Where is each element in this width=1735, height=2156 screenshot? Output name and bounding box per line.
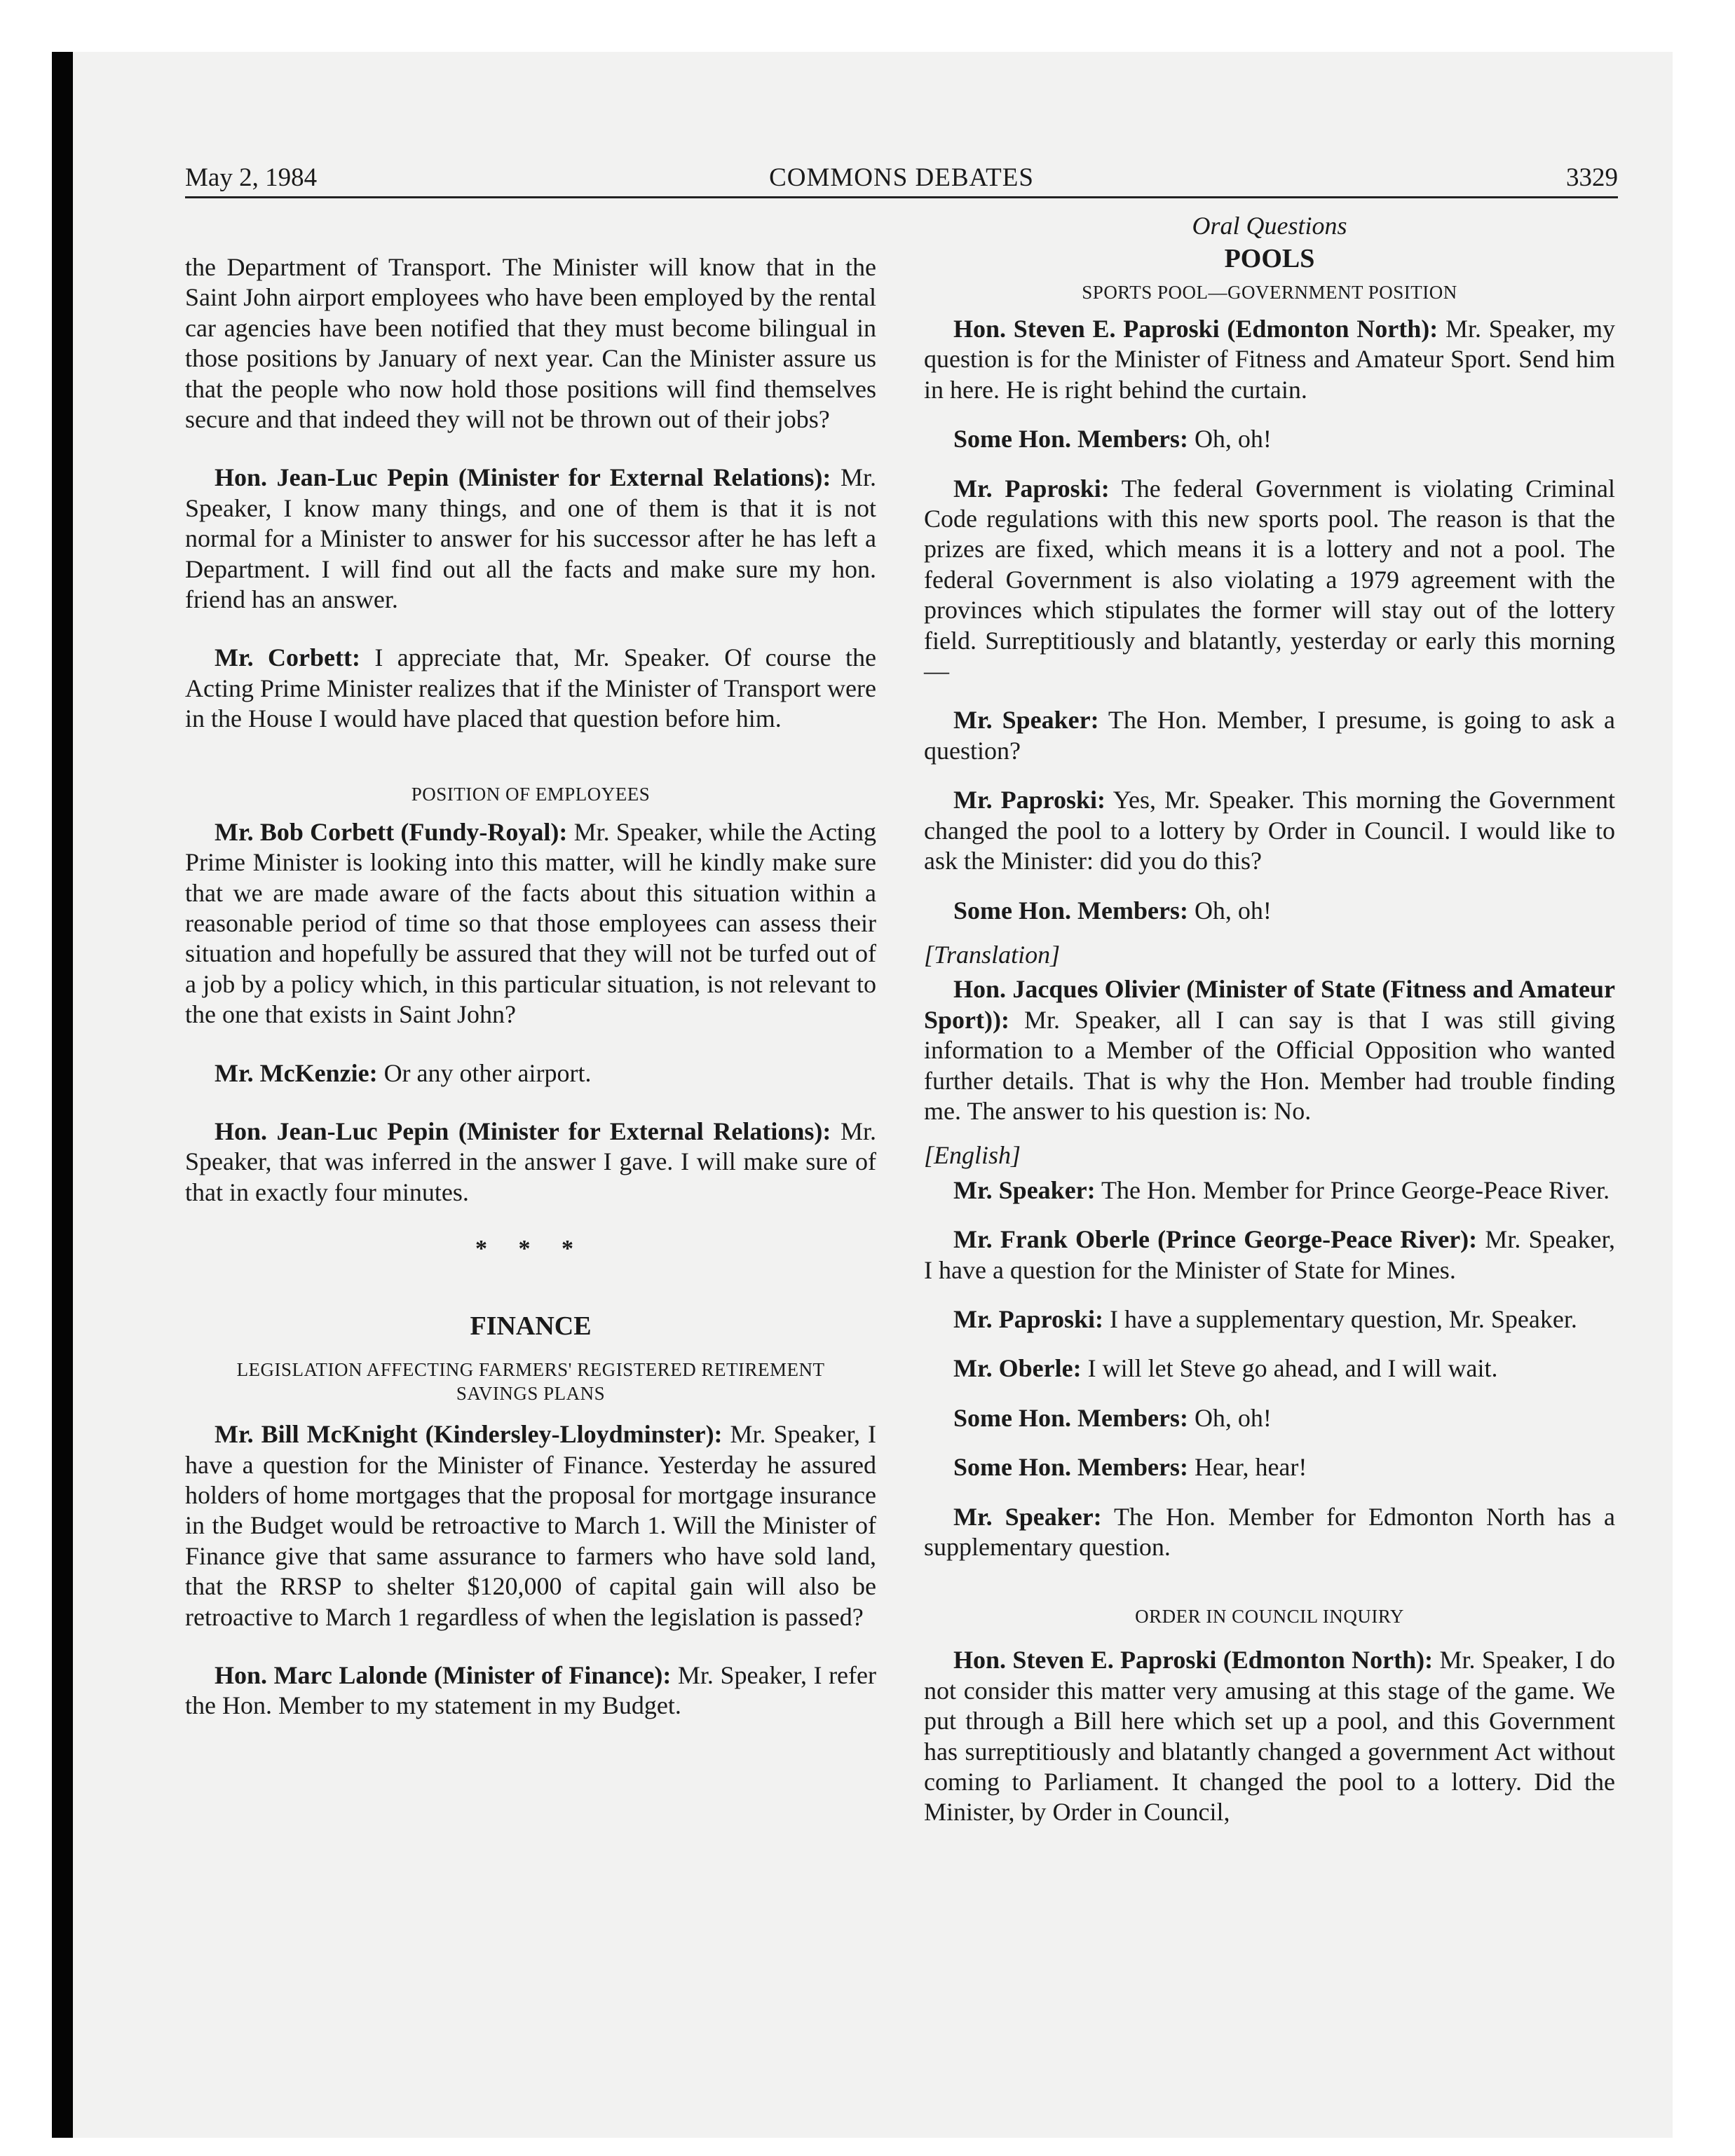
speech-text: I appreciate that, Mr. Speaker. Of course the Acting Prime Minister realizes that if the Minister of Transport were in the House I would have placed that question before him. xyxy=(185,643,876,733)
speaker-name: Hon. Steven E. Paproski (Edmonton North): xyxy=(953,1646,1434,1674)
speaker-name: Mr. Speaker: xyxy=(953,1175,1096,1204)
section-heading: LEGISLATION AFFECTING FARMERS' REGISTERED RETIREMENT SAVINGS PLANS xyxy=(236,1359,825,1405)
paragraph xyxy=(185,1058,876,1089)
speech-text: I have a supplementary question, Mr. Speaker. xyxy=(1103,1304,1577,1333)
right-column xyxy=(924,210,1615,1828)
speech-text: Mr. Speaker, my question is for the Minister of Fitness and Amateur Sport. Send him in here. He is right behind the curtain. xyxy=(924,315,1615,404)
header-title: COMMONS DEBATES xyxy=(769,163,1034,192)
paragraph xyxy=(924,1175,1615,1206)
paragraph xyxy=(924,1304,1615,1335)
section-separator: * * * xyxy=(475,1236,586,1262)
speech-text: Oh, oh! xyxy=(1188,425,1272,453)
major-heading: FINANCE xyxy=(470,1311,592,1342)
paragraph xyxy=(924,1502,1615,1563)
speaker-name: Mr. Bill McKnight (Kindersley-Lloydminster): xyxy=(215,1420,723,1449)
speaker-name: Some Hon. Members: xyxy=(953,425,1188,453)
speech-text: The Hon. Member, I presume, is going to ask a question? xyxy=(924,706,1615,765)
section-heading: SPORTS POOL—GOVERNMENT POSITION xyxy=(1082,282,1457,303)
paragraph xyxy=(185,1117,876,1208)
speaker-name: Some Hon. Members: xyxy=(953,1403,1188,1432)
paragraph xyxy=(924,974,1615,1126)
speaker-name: Some Hon. Members: xyxy=(953,896,1188,925)
speech-text: Hear, hear! xyxy=(1188,1453,1307,1482)
speech-text: Oh, oh! xyxy=(1188,896,1272,925)
speech-text: Mr. Speaker, I do not consider this matter very amusing at this stage of the game. We put through a Bill here which set up a pool, and this Government has surreptitiously and blatantly changed a government Act without coming to Parliament. It changed the pool to a lottery. Did the Minister, by Order in Council, xyxy=(924,1646,1615,1827)
speaker-name: Hon. Steven E. Paproski (Edmonton North): xyxy=(953,315,1438,343)
paragraph xyxy=(185,643,876,734)
speech-text: The federal Government is violating Criminal Code regulations with this new sports pool. The reason is that the prizes are fixed, which means it is a lottery and not a pool. The federal Government is also violating a 1979 agreement with the provinces which stipulates the former will stay out of the lottery field. Surreptitiously and blatantly, yesterday or early this morning— xyxy=(924,474,1615,685)
paragraph xyxy=(924,1403,1615,1433)
speech-text: Yes, Mr. Speaker. This morning the Government changed the pool to a lottery by Order in Council. I would like to ask the Minister: did you do this? xyxy=(924,786,1615,875)
paragraph xyxy=(185,1660,876,1721)
paragraph xyxy=(924,1353,1615,1384)
speaker-name: Mr. Paproski: xyxy=(953,786,1105,814)
paragraph xyxy=(924,1645,1615,1827)
speaker-name: Mr. McKenzie: xyxy=(215,1058,378,1087)
speaker-name: Mr. Frank Oberle (Prince George-Peace River): xyxy=(953,1225,1478,1254)
paragraph: the Department of Transport. The Minister will know that in the Saint John airport employees who have been employed by the rental car agencies have been notified that they must become bilingual in those positions by January of next year. Can the Minister assure us that the people who now hold those positions will find themselves secure and that indeed they will not be thrown out of their jobs? xyxy=(185,253,876,434)
paragraph xyxy=(924,705,1615,766)
speaker-name: Mr. Paproski: xyxy=(953,474,1110,503)
speech-text: Mr. Speaker, I know many things, and one of them is that it is not normal for a Minister to answer for his successor after he has left a Department. I will find out all the facts and make sure my hon. friend has an answer. xyxy=(185,463,876,614)
speech-text: Mr. Speaker, I have a question for the Minister of State for Mines. xyxy=(924,1225,1615,1284)
speech-text: Mr. Speaker, I refer the Hon. Member to my statement in my Budget. xyxy=(185,1661,876,1720)
speech-text: Mr. Speaker, while the Acting Prime Minister is looking into this matter, will he kindly make sure that we are made aware of the facts about this situation within a reasonable period of time so that those employees can assess their situation and hopefully be assured that they will not be turfed out of a job by a policy which, in this particular situation, is not relevant to the one that exists in Saint John? xyxy=(185,817,876,1029)
paragraph xyxy=(924,1452,1615,1482)
speech-text: The Hon. Member for Edmonton North has a supplementary question. xyxy=(924,1502,1616,1561)
binding-edge xyxy=(52,52,73,2138)
language-rubric: [English] xyxy=(924,1141,1021,1170)
speaker-name: Hon. Jean-Luc Pepin (Minister for External Relations): xyxy=(215,1117,831,1145)
header-rule xyxy=(185,196,1618,198)
speech-text: I will let Steve go ahead, and I will wait. xyxy=(1081,1354,1498,1383)
speaker-name: Mr. Speaker: xyxy=(953,1502,1102,1531)
speech-text: Or any other airport. xyxy=(377,1058,592,1087)
speaker-name: Hon. Marc Lalonde (Minister of Finance): xyxy=(215,1661,672,1689)
speaker-name: Mr. Corbett: xyxy=(215,643,360,672)
running-subhead: Oral Questions xyxy=(1192,212,1347,240)
paragraph xyxy=(924,1224,1615,1285)
page-header xyxy=(185,161,1618,195)
section-heading: POSITION OF EMPLOYEES xyxy=(411,783,651,805)
speech-text: Oh, oh! xyxy=(1188,1403,1272,1432)
section-heading: ORDER IN COUNCIL INQUIRY xyxy=(1135,1606,1404,1628)
paragraph xyxy=(924,474,1615,687)
paragraph xyxy=(924,314,1615,405)
speaker-name: Mr. Speaker: xyxy=(953,706,1099,735)
paragraph xyxy=(185,817,876,1030)
speech-text: Mr. Speaker, I have a question for the Minister of Finance. Yesterday he assured holders of home mortgages that the proposal for mortgage insurance in the Budget would be retroactive to March 1. Will the Minister of Finance give that same assurance to farmers who have sold land, that the RRSP to shelter $120,000 of capital gain will also be retroactive to March 1 regardless of when the legislation is passed? xyxy=(185,1420,876,1631)
header-page-number: 3329 xyxy=(1566,163,1618,192)
speaker-name: Some Hon. Members: xyxy=(953,1453,1188,1482)
paragraph xyxy=(924,424,1615,454)
paragraph xyxy=(924,785,1615,876)
translation-rubric: [Translation] xyxy=(924,940,1061,969)
paragraph xyxy=(185,1419,876,1632)
speaker-name: Hon. Jean-Luc Pepin (Minister for External Relations): xyxy=(215,463,831,492)
major-heading: POOLS xyxy=(1224,244,1315,273)
speaker-name: Mr. Paproski: xyxy=(953,1304,1104,1333)
header-date: May 2, 1984 xyxy=(185,163,318,192)
speech-text: The Hon. Member for Prince George-Peace River. xyxy=(1095,1175,1610,1204)
speaker-name: Hon. Jacques Olivier (Minister of State (Fitness and Amateur Sport)): xyxy=(924,975,1615,1034)
speaker-name: Mr. Bob Corbett (Fundy-Royal): xyxy=(215,817,568,846)
speaker-name: Mr. Oberle: xyxy=(953,1354,1082,1383)
paragraph xyxy=(185,463,876,615)
speech-text: Mr. Speaker, all I can say is that I was still giving information to a Member of the Official Opposition who wanted further details. That is why the Hon. Member had trouble finding me. The answer to his question is: No. xyxy=(924,1005,1615,1125)
left-column xyxy=(185,252,876,1721)
paragraph xyxy=(924,896,1615,926)
speech-text: Mr. Speaker, that was inferred in the answer I gave. I will make sure of that in exactly four minutes. xyxy=(185,1117,876,1206)
